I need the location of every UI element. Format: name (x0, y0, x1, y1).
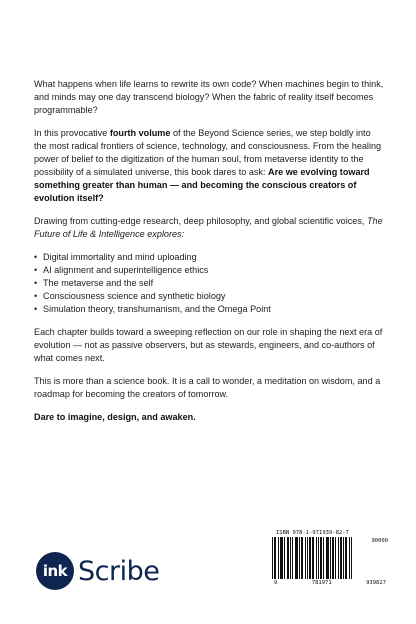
barcode-bar (292, 537, 293, 579)
barcode-bar (274, 537, 275, 579)
isbn-barcode (272, 530, 388, 588)
barcode-bar (341, 537, 342, 579)
barcode-bar (345, 537, 346, 579)
barcode-bar (333, 537, 334, 579)
barcode-bar (332, 537, 333, 579)
chapter-paragraph: Each chapter builds toward a sweeping reflection on our role in shaping the next era of evolution — not as passive observers, but as stewards, engineers, and co-authors of what comes next. (34, 327, 383, 363)
list-item: • Consciousness science and synthetic biology (34, 290, 384, 303)
blurb (34, 78, 384, 424)
barcode-bar (351, 537, 352, 579)
barcode-bar (302, 537, 303, 579)
barcode-bar (272, 537, 273, 579)
barcode-bar (287, 537, 288, 579)
barcode-bar (295, 537, 296, 579)
barcode-bar (290, 537, 291, 579)
barcode-bar (316, 537, 317, 579)
barcode-bar (296, 537, 297, 579)
barcode-bar (343, 537, 344, 579)
barcode-bar (323, 537, 324, 579)
intro-paragraph: What happens when life learns to rewrite its own code? When machines begin to think, and minds may one day transcend biology? When the fabric of reality itself becomes programmable? (34, 79, 384, 115)
list-item: • Simulation theory, transhumanism, and the Omega Point (34, 303, 384, 316)
barcode-bar (301, 537, 302, 579)
barcode-bar (275, 537, 276, 579)
publisher-logo (36, 552, 159, 590)
closing-line: Dare to imagine, design, and awaken. (34, 412, 196, 422)
barcode-bar (278, 537, 279, 579)
barcode-bar (327, 537, 328, 579)
barcode-bar (305, 537, 306, 579)
barcode-bar (321, 537, 322, 579)
book-title-italic: The Future of Life & Intelligence explores: (34, 216, 383, 239)
ink-logo-icon: ink (36, 552, 74, 590)
barcode-bars (272, 537, 352, 579)
isbn-label: ISBN 978-1-971939-82-7 (276, 530, 349, 536)
barcode-bar (280, 537, 281, 579)
volume-paragraph: In this provocative fourth volume of the Beyond Science series, we step boldly into the most radical frontiers of science, technology, and consciousness. From the healing power of belief to the digitization of the human soul, from metaverse identity to the possibility of a simulated universe, this book dares to ask: Are we evolving toward something greater than human — and becoming the conscious creators of evolution itself? (34, 128, 382, 203)
barcode-bar (312, 537, 313, 579)
barcode-bar (326, 537, 327, 579)
barcode-bar (330, 537, 331, 579)
barcode-bar (307, 537, 308, 579)
barcode-bar (284, 537, 285, 579)
barcode-bar (320, 537, 321, 579)
price-code: 90000 (371, 538, 388, 544)
barcode-bar (328, 537, 329, 579)
barcode-bar (313, 537, 314, 579)
barcode-bar (335, 537, 336, 579)
call-paragraph: This is more than a science book. It is a call to wonder, a meditation on wisdom, and a roadmap for becoming the creators of tomorrow. (34, 376, 381, 399)
list-item: • AI alignment and superintelligence ethics (34, 264, 384, 277)
barcode-bar (309, 537, 310, 579)
explores-paragraph: Drawing from cutting-edge research, deep philosophy, and global scientific voices, The Future of Life & Intelligence explores: (34, 216, 383, 239)
barcode-bar (299, 537, 300, 579)
key-question: Are we evolving toward something greater than human — and becoming the conscious creators of evolution itself? (34, 167, 370, 203)
list-item: • The metaverse and the self (34, 277, 384, 290)
barcode-bar (346, 537, 347, 579)
barcode-bar (282, 537, 283, 579)
barcode-bar (297, 537, 298, 579)
barcode-bar (281, 537, 282, 579)
fourth-volume-emphasis: fourth volume (109, 128, 171, 138)
barcode-bar (338, 537, 339, 579)
list-item: • Digital immortality and mind uploading (34, 251, 384, 264)
barcode-bar (340, 537, 341, 579)
topics-list (34, 251, 384, 316)
barcode-bar (318, 537, 319, 579)
barcode-digits: 9 781971 939827 (274, 580, 386, 586)
barcode-bar (288, 537, 289, 579)
publisher-name: Scribe (78, 555, 160, 587)
barcode-bar (310, 537, 311, 579)
barcode-bar (349, 537, 350, 579)
